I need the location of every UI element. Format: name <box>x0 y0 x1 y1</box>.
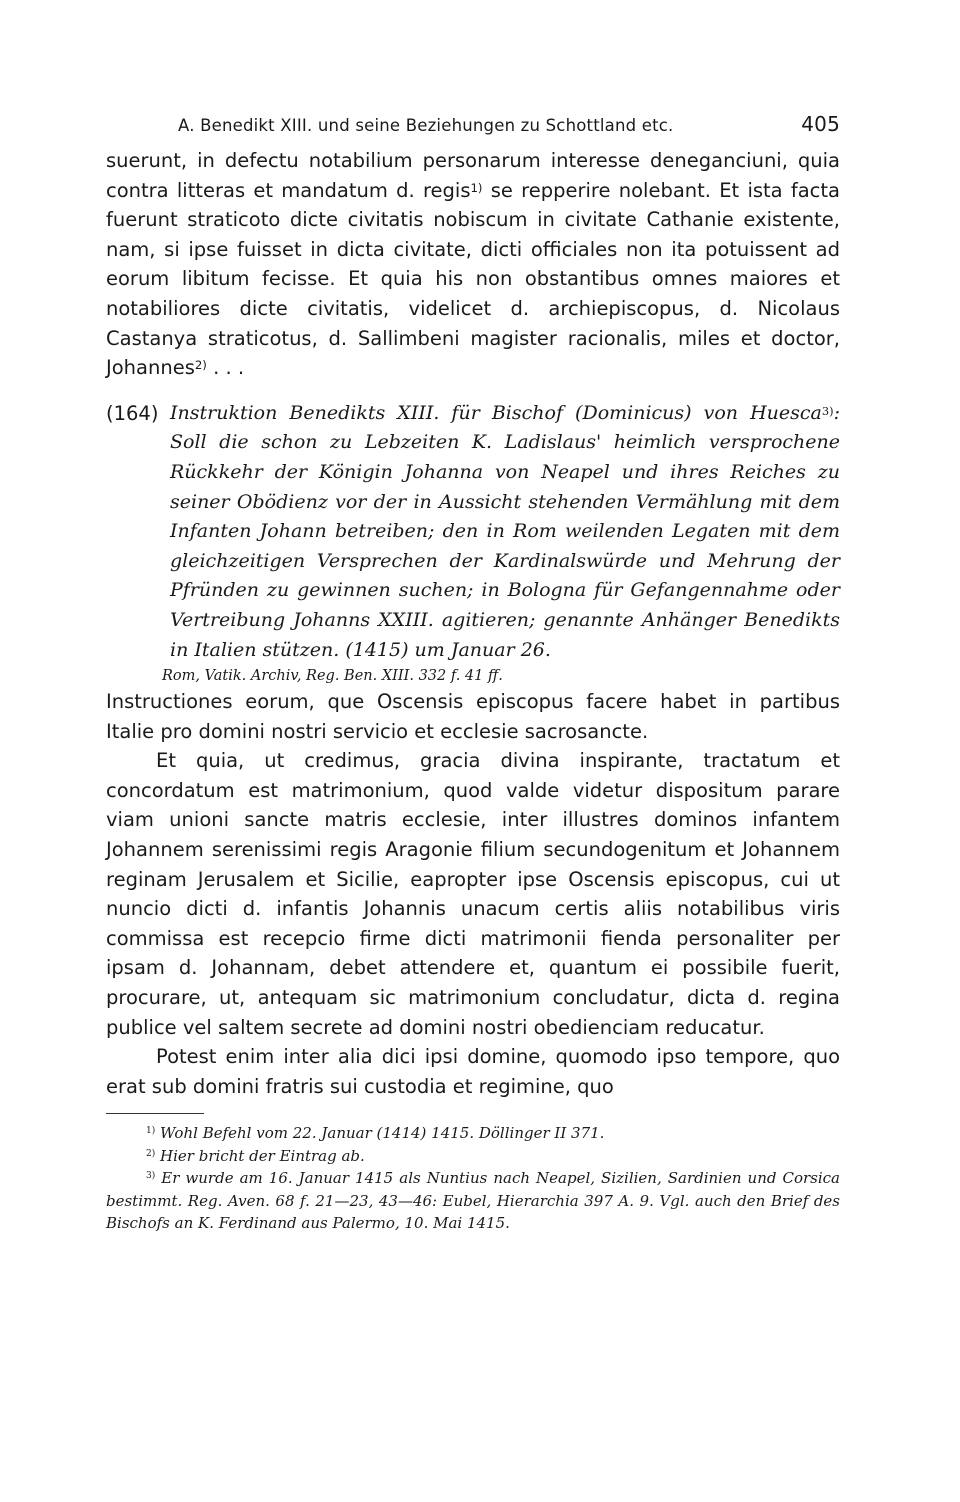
footnote-mark-1: 1) <box>146 1126 156 1137</box>
footnote-3 <box>106 1167 840 1235</box>
continuation-paragraph <box>106 146 840 383</box>
paragraph-2: Et quia, ut credimus, gracia divina inspirante, tractatum et concordatum est matrimonium, quod valde videtur dispositum parare viam unioni sancte matris ecclesie, inter illustres dominos infantem Johannem serenissimi regis Aragonie filium secundogenitum et Johannem reginam Jerusalem et Sicilie, eapropter ipse Oscensis episcopus, cui ut nuncio dicti d. infantis Johannis unacum certis aliis notabilibus viris commissa est recepcio firme dicti matrimonii fienda personaliter per ipsam d. Johannam, debet attendere et, quantum ei possibile fuerit, procurare, ut, antequam sic matrimonium concludatur, dicta d. regina publice vel saltem secrete ad domini nostri obedienciam reducatur. <box>106 749 840 1039</box>
footnote-text-2: Hier bricht der Eintrag ab. <box>160 1146 365 1165</box>
document-summary-part-1: Instruktion Benedikts XIII. für Bischof (Dominicus) von Huesca <box>170 401 822 424</box>
document-text <box>106 687 840 1101</box>
document-number: (164) <box>106 401 159 425</box>
footnote-reference-1: 1) <box>470 180 483 195</box>
page-number: 405 <box>801 112 840 136</box>
footnote-text-3: Er wurde am 16. Januar 1415 als Nuntius nach Neapel, Sizilien, Sardinien und Corsica bestimmt. Reg. Aven. 68 f. 21—23, 43—46: Eubel, Hierarchia 397 A. 9. Vgl. auch den Brief des Bischofs an K. Ferdinand aus Palermo, 10. Mai 1415. <box>106 1169 840 1233</box>
document-summary <box>170 399 840 665</box>
running-head-title: A. Benedikt XIII. und seine Beziehungen zu Schottland etc. <box>178 116 674 135</box>
continuation-text-1: suerunt, in defectu notabilium personarum interesse deneganciuni, quia contra litteras et mandatum d. regis <box>106 149 840 202</box>
footnotes <box>106 1122 840 1235</box>
archival-source: Rom, Vatik. Archiv, Reg. Ben. XIII. 332 f. 41 ff. <box>162 668 503 685</box>
footnote-reference-2: 2) <box>194 358 207 373</box>
footnote-text-1: Wohl Befehl vom 22. Januar (1414) 1415. Döllinger II 371. <box>160 1124 605 1143</box>
footnote-2 <box>106 1145 840 1168</box>
paragraph-3: Potest enim inter alia dici ipsi domine, quomodo ipso tempore, quo erat sub domini fratris sui custodia et regimine, quo <box>106 1045 840 1098</box>
footnote-1 <box>106 1122 840 1145</box>
running-head <box>106 112 840 146</box>
paragraph-1: Instructiones eorum, que Oscensis episcopus facere habet in partibus Italie pro domini nostri servicio et ecclesie sacrosancte. <box>106 690 840 743</box>
continuation-text-3: . . . <box>206 356 245 380</box>
footnote-mark-3: 3) <box>146 1171 156 1182</box>
continuation-text-2: se repperire nolebant. Et ista facta fuerunt straticoto dicte civitatis nobiscum in civitate Cathanie existente, nam, si ipse fuisset in dicta civitate, dicti officiales non ita potuissent ad eorum libitum fecisse. Et quia his non obstantibus omnes maiores et notabiliores dicte civitatis, videlicet d. archiepiscopus, d. Nicolaus Castanya straticotus, d. Sallimbeni magister racionalis, miles et doctor, Johannes <box>106 178 840 380</box>
book-page <box>106 112 840 1235</box>
footnote-mark-2: 2) <box>146 1148 156 1159</box>
footnote-divider <box>106 1113 204 1114</box>
footnote-reference-3: 3) <box>821 403 834 418</box>
document-summary-part-2: : Soll die schon zu Lebzeiten K. Ladislaus' heimlich versprochene Rückkehr der Königin Johanna von Neapel und ihres Reiches zu seiner Obödienz vor der in Aussicht stehenden Vermählung mit dem Infanten Johann betreiben; den in Rom weilenden Legaten mit dem gleichzeitigen Versprechen der Kardinalswürde und Mehrung der Pfründen zu gewinnen suchen; in Bologna für Gefangennahme oder Vertreibung Johanns XXIII. agitieren; genannte Anhänger Benedikts in Italien stützen. (1415) um Januar 26. <box>170 401 840 661</box>
document-heading <box>106 399 840 665</box>
